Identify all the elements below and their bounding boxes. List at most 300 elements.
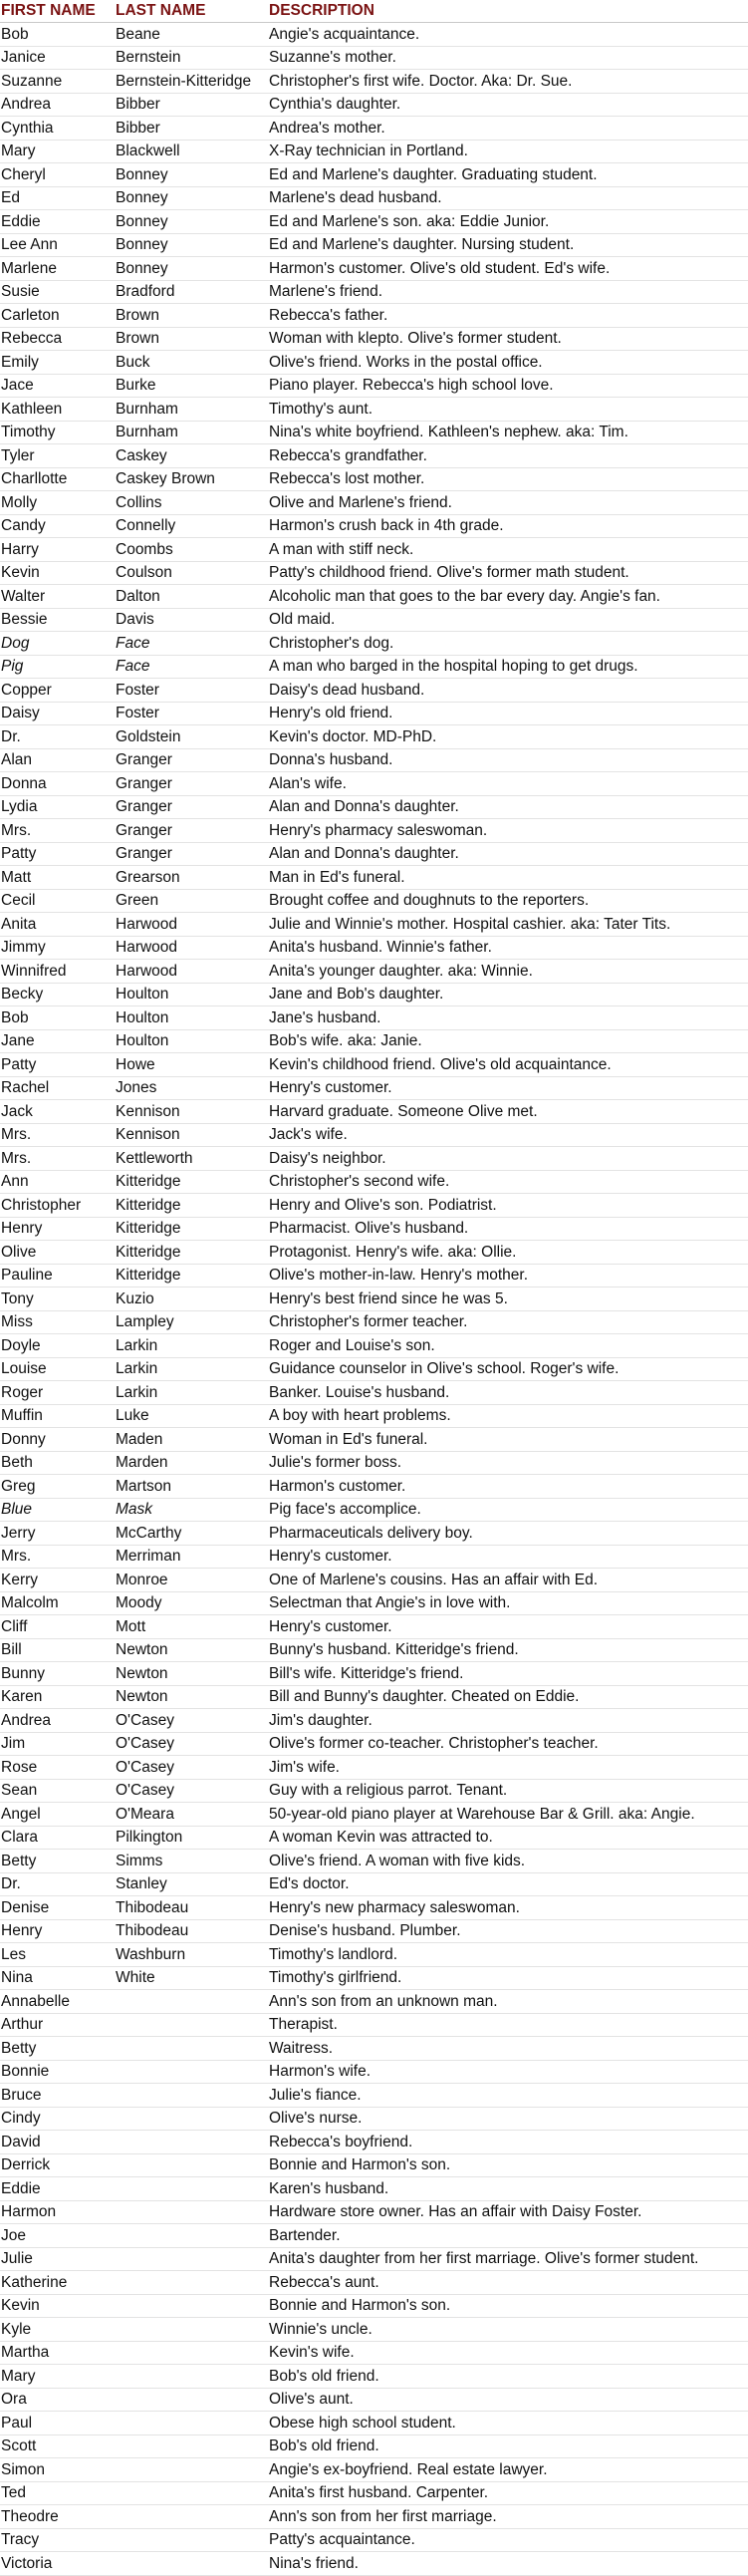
table-row [0, 913, 748, 937]
last-name-cell [115, 2037, 268, 2061]
first-name-cell: Jack [0, 1100, 115, 1124]
description-cell: Timothy's landlord. [268, 1943, 748, 1967]
first-name-cell: Ora [0, 2388, 115, 2412]
last-name-cell: Harwood [115, 936, 268, 960]
last-name-cell [115, 1990, 268, 2014]
last-name-cell [115, 2505, 268, 2529]
description-cell: Olive's nurse. [268, 2107, 748, 2131]
table-row [0, 936, 748, 960]
description-cell: Suzanne's mother. [268, 46, 748, 70]
last-name-cell [115, 2271, 268, 2295]
first-name-cell: Harry [0, 538, 115, 562]
description-cell: Bunny's husband. Kitteridge's friend. [268, 1638, 748, 1662]
description-cell: Jane and Bob's daughter. [268, 983, 748, 1006]
last-name-cell: Kettleworth [115, 1147, 268, 1171]
description-cell: Henry's old friend. [268, 702, 748, 725]
first-name-cell: Kerry [0, 1569, 115, 1592]
last-name-cell: Face [115, 655, 268, 679]
description-cell: Olive's former co-teacher. Christopher's teacher. [268, 1732, 748, 1756]
description-cell: Christopher's second wife. [268, 1170, 748, 1194]
last-name-cell: Kennison [115, 1100, 268, 1124]
table-row [0, 842, 748, 866]
last-name-cell: Bibber [115, 117, 268, 141]
table-row [0, 398, 748, 422]
table-row [0, 514, 748, 538]
table-row [0, 233, 748, 257]
description-cell: Woman in Ed's funeral. [268, 1428, 748, 1452]
last-name-cell: Bernstein-Kitteridge [115, 70, 268, 94]
first-name-cell: Cliff [0, 1615, 115, 1639]
last-name-cell: Moody [115, 1591, 268, 1615]
first-name-cell: Louise [0, 1357, 115, 1381]
first-name-cell: Tony [0, 1288, 115, 1311]
table-body [0, 23, 748, 2576]
description-cell: Ann's son from her first marriage. [268, 2505, 748, 2529]
first-name-cell: Alan [0, 748, 115, 772]
table-row [0, 1569, 748, 1592]
table-row [0, 163, 748, 187]
table-row [0, 1872, 748, 1896]
table-row [0, 1850, 748, 1873]
table-row [0, 585, 748, 609]
description-cell: One of Marlene's cousins. Has an affair with Ed. [268, 1569, 748, 1592]
last-name-cell: Granger [115, 842, 268, 866]
description-cell: Bill and Bunny's daughter. Cheated on Eddie. [268, 1685, 748, 1709]
table-row [0, 46, 748, 70]
first-name-cell: Patty [0, 1053, 115, 1077]
table-row [0, 1123, 748, 1147]
table-row [0, 1053, 748, 1077]
last-name-cell: Maden [115, 1428, 268, 1452]
description-cell: Hardware store owner. Has an affair with Daisy Foster. [268, 2200, 748, 2224]
last-name-cell [115, 2200, 268, 2224]
description-cell: Henry's pharmacy saleswoman. [268, 819, 748, 843]
table-row [0, 1006, 748, 1030]
first-name-cell: Jane [0, 1029, 115, 1053]
first-name-cell: Julie [0, 2247, 115, 2271]
table-row [0, 2294, 748, 2318]
table-row [0, 1615, 748, 1639]
first-name-cell: Kevin [0, 561, 115, 585]
description-cell: Christopher's dog. [268, 632, 748, 656]
last-name-cell: Bonney [115, 257, 268, 281]
last-name-cell [115, 2481, 268, 2505]
first-name-cell: Rachel [0, 1076, 115, 1100]
description-cell: Alcoholic man that goes to the bar every day. Angie's fan. [268, 585, 748, 609]
last-name-cell: O'Meara [115, 1803, 268, 1827]
description-cell: Brought coffee and doughnuts to the reporters. [268, 889, 748, 913]
last-name-cell: Martson [115, 1475, 268, 1499]
last-name-cell: Harwood [115, 913, 268, 937]
description-cell: Rebecca's boyfriend. [268, 2131, 748, 2154]
description-cell: Karen's husband. [268, 2177, 748, 2201]
first-name-cell: Clara [0, 1826, 115, 1850]
last-name-cell: Bibber [115, 93, 268, 117]
last-name-cell: Kennison [115, 1123, 268, 1147]
first-name-cell: Henry [0, 1217, 115, 1241]
description-cell: A woman Kevin was attracted to. [268, 1826, 748, 1850]
description-cell: Bonnie and Harmon's son. [268, 2294, 748, 2318]
first-name-cell: Mrs. [0, 1545, 115, 1569]
table-row [0, 491, 748, 515]
header-row [0, 0, 748, 23]
first-name-cell: Doyle [0, 1334, 115, 1358]
first-name-cell: Harmon [0, 2200, 115, 2224]
table-row [0, 93, 748, 117]
table-row [0, 444, 748, 468]
description-cell: Roger and Louise's son. [268, 1334, 748, 1358]
first-name-cell: Bob [0, 1006, 115, 1030]
table-row [0, 1756, 748, 1780]
table-row [0, 186, 748, 210]
description-cell: Henry's customer. [268, 1076, 748, 1100]
description-cell: Winnie's uncle. [268, 2318, 748, 2342]
first-name-cell: Cecil [0, 889, 115, 913]
table-row [0, 2224, 748, 2248]
table-row [0, 327, 748, 351]
first-name-cell: Tracy [0, 2528, 115, 2552]
table-row [0, 467, 748, 491]
last-name-cell: Bradford [115, 280, 268, 304]
description-cell: Woman with klepto. Olive's former student. [268, 327, 748, 351]
last-name-cell: Collins [115, 491, 268, 515]
table-row [0, 2153, 748, 2177]
table-row [0, 70, 748, 94]
first-name-cell: Molly [0, 491, 115, 515]
table-row [0, 117, 748, 141]
first-name-cell: Bessie [0, 608, 115, 632]
first-name-cell: Jerry [0, 1522, 115, 1546]
description-cell: Marlene's friend. [268, 280, 748, 304]
description-cell: Guidance counselor in Olive's school. Roger's wife. [268, 1357, 748, 1381]
first-name-cell: Christopher [0, 1194, 115, 1218]
first-name-cell: Victoria [0, 2552, 115, 2576]
table-row [0, 960, 748, 984]
description-cell: Jack's wife. [268, 1123, 748, 1147]
first-name-cell: Roger [0, 1381, 115, 1405]
first-name-cell: Matt [0, 866, 115, 890]
last-name-cell: Larkin [115, 1357, 268, 1381]
last-name-cell [115, 2341, 268, 2365]
table-row [0, 210, 748, 234]
first-name-cell: Scott [0, 2434, 115, 2458]
first-name-cell: Ann [0, 1170, 115, 1194]
table-row [0, 2341, 748, 2365]
description-cell: Ed's doctor. [268, 1872, 748, 1896]
last-name-cell: Marden [115, 1451, 268, 1475]
description-cell: Rebecca's aunt. [268, 2271, 748, 2295]
first-name-cell: Candy [0, 514, 115, 538]
description-cell: Alan and Donna's daughter. [268, 842, 748, 866]
description-cell: Anita's husband. Winnie's father. [268, 936, 748, 960]
first-name-cell: Kyle [0, 2318, 115, 2342]
first-name-cell: Cindy [0, 2107, 115, 2131]
table-row [0, 538, 748, 562]
table-row [0, 1638, 748, 1662]
description-cell: Old maid. [268, 608, 748, 632]
last-name-cell: O'Casey [115, 1732, 268, 1756]
last-name-cell: Luke [115, 1404, 268, 1428]
description-cell: Therapist. [268, 2013, 748, 2037]
description-cell: Ed and Marlene's son. aka: Eddie Junior. [268, 210, 748, 234]
last-name-header: LAST NAME [115, 0, 268, 23]
table-row [0, 1451, 748, 1475]
first-name-cell: Emily [0, 351, 115, 375]
last-name-cell [115, 2084, 268, 2108]
first-name-cell: Anita [0, 913, 115, 937]
last-name-cell: Harwood [115, 960, 268, 984]
first-name-cell: Cheryl [0, 163, 115, 187]
table-row [0, 819, 748, 843]
last-name-cell [115, 2107, 268, 2131]
last-name-cell [115, 2131, 268, 2154]
first-name-cell: Bruce [0, 2084, 115, 2108]
table-row [0, 608, 748, 632]
first-name-cell: Karen [0, 1685, 115, 1709]
last-name-cell: Newton [115, 1662, 268, 1686]
first-name-cell: Beth [0, 1451, 115, 1475]
table-row [0, 1803, 748, 1827]
table-row [0, 1522, 748, 1546]
first-name-cell: Mary [0, 140, 115, 163]
description-cell: Timothy's aunt. [268, 398, 748, 422]
description-cell: Christopher's first wife. Doctor. Aka: Dr. Sue. [268, 70, 748, 94]
last-name-cell: Mott [115, 1615, 268, 1639]
first-name-cell: Arthur [0, 2013, 115, 2037]
last-name-cell: Granger [115, 795, 268, 819]
description-cell: Nina's white boyfriend. Kathleen's nephew. aka: Tim. [268, 421, 748, 444]
first-name-cell: Nina [0, 1966, 115, 1990]
description-cell: Olive's mother-in-law. Henry's mother. [268, 1264, 748, 1288]
last-name-cell: Beane [115, 23, 268, 47]
description-cell: Jane's husband. [268, 1006, 748, 1030]
table-row [0, 2037, 748, 2061]
first-name-cell: Mrs. [0, 1147, 115, 1171]
description-cell: Selectman that Angie's in love with. [268, 1591, 748, 1615]
description-cell: Jim's wife. [268, 1756, 748, 1780]
description-cell: Kevin's childhood friend. Olive's old acquaintance. [268, 1053, 748, 1077]
table-row [0, 2271, 748, 2295]
last-name-cell: Grearson [115, 866, 268, 890]
table-row [0, 1357, 748, 1381]
description-cell: Daisy's dead husband. [268, 679, 748, 703]
last-name-cell [115, 2528, 268, 2552]
description-cell: Anita's daughter from her first marriage. Olive's former student. [268, 2247, 748, 2271]
table-row [0, 1545, 748, 1569]
last-name-cell [115, 2060, 268, 2084]
description-cell: Patty's acquaintance. [268, 2528, 748, 2552]
description-cell: Kevin's wife. [268, 2341, 748, 2365]
first-name-cell: Bunny [0, 1662, 115, 1686]
table-row [0, 1264, 748, 1288]
table-row [0, 1194, 748, 1218]
first-name-cell: Les [0, 1943, 115, 1967]
first-name-cell: Winnifred [0, 960, 115, 984]
last-name-cell [115, 2434, 268, 2458]
description-cell: Angie's acquaintance. [268, 23, 748, 47]
last-name-cell: Mask [115, 1498, 268, 1522]
description-cell: Olive's aunt. [268, 2388, 748, 2412]
table-row [0, 2434, 748, 2458]
first-name-cell: Bob [0, 23, 115, 47]
first-name-cell: Rose [0, 1756, 115, 1780]
table-row [0, 421, 748, 444]
description-cell: Bonnie and Harmon's son. [268, 2153, 748, 2177]
first-name-cell: Henry [0, 1919, 115, 1943]
first-name-cell: Betty [0, 1850, 115, 1873]
last-name-cell: Burnham [115, 398, 268, 422]
last-name-cell [115, 2153, 268, 2177]
first-name-cell: Bill [0, 1638, 115, 1662]
description-cell: A boy with heart problems. [268, 1404, 748, 1428]
first-name-cell: Walter [0, 585, 115, 609]
table-row [0, 2481, 748, 2505]
last-name-cell: Burnham [115, 421, 268, 444]
table-row [0, 772, 748, 796]
first-name-cell: Pig [0, 655, 115, 679]
first-name-cell: Miss [0, 1310, 115, 1334]
table-row [0, 1732, 748, 1756]
last-name-cell: Monroe [115, 1569, 268, 1592]
description-cell: Marlene's dead husband. [268, 186, 748, 210]
last-name-cell: Connelly [115, 514, 268, 538]
last-name-cell: Bernstein [115, 46, 268, 70]
table-row [0, 1029, 748, 1053]
table-row [0, 374, 748, 398]
description-cell: Donna's husband. [268, 748, 748, 772]
last-name-cell: Merriman [115, 1545, 268, 1569]
table-row [0, 2552, 748, 2576]
last-name-cell: Caskey Brown [115, 467, 268, 491]
first-name-cell: Tyler [0, 444, 115, 468]
description-cell: Jim's daughter. [268, 1709, 748, 1733]
first-name-cell: Derrick [0, 2153, 115, 2177]
description-cell: Julie and Winnie's mother. Hospital cashier. aka: Tater Tits. [268, 913, 748, 937]
first-name-cell: Dr. [0, 725, 115, 749]
description-cell: Kevin's doctor. MD-PhD. [268, 725, 748, 749]
description-cell: Harmon's crush back in 4th grade. [268, 514, 748, 538]
first-name-cell: Denise [0, 1896, 115, 1920]
last-name-cell: Caskey [115, 444, 268, 468]
last-name-cell: Kuzio [115, 1288, 268, 1311]
first-name-cell: Ed [0, 186, 115, 210]
description-cell: Ed and Marlene's daughter. Graduating student. [268, 163, 748, 187]
first-name-cell: Lee Ann [0, 233, 115, 257]
first-name-cell: Annabelle [0, 1990, 115, 2014]
last-name-cell: Larkin [115, 1381, 268, 1405]
table-row [0, 2318, 748, 2342]
last-name-cell: Bonney [115, 210, 268, 234]
table-row [0, 655, 748, 679]
first-name-cell: Becky [0, 983, 115, 1006]
table-row [0, 2412, 748, 2435]
table-row [0, 1943, 748, 1967]
first-name-cell: Martha [0, 2341, 115, 2365]
last-name-cell [115, 2177, 268, 2201]
table-row [0, 2200, 748, 2224]
first-name-cell: Charllotte [0, 467, 115, 491]
first-name-cell: Suzanne [0, 70, 115, 94]
last-name-cell: Brown [115, 327, 268, 351]
last-name-cell: Granger [115, 748, 268, 772]
first-name-cell: Simon [0, 2458, 115, 2482]
table-row [0, 1826, 748, 1850]
table-row [0, 1709, 748, 1733]
last-name-cell [115, 2388, 268, 2412]
first-name-header: FIRST NAME [0, 0, 115, 23]
table-row [0, 2013, 748, 2037]
last-name-cell: McCarthy [115, 1522, 268, 1546]
description-cell: Harvard graduate. Someone Olive met. [268, 1100, 748, 1124]
table-row [0, 304, 748, 328]
last-name-cell: Washburn [115, 1943, 268, 1967]
last-name-cell: Simms [115, 1850, 268, 1873]
first-name-cell: Ted [0, 2481, 115, 2505]
table-row [0, 2177, 748, 2201]
last-name-cell [115, 2224, 268, 2248]
table-row [0, 1404, 748, 1428]
table-row [0, 1147, 748, 1171]
first-name-cell: Copper [0, 679, 115, 703]
last-name-cell: Coulson [115, 561, 268, 585]
table-row [0, 725, 748, 749]
description-cell: Rebecca's lost mother. [268, 467, 748, 491]
last-name-cell: Kitteridge [115, 1217, 268, 1241]
description-cell: X-Ray technician in Portland. [268, 140, 748, 163]
first-name-cell: Eddie [0, 2177, 115, 2201]
first-name-cell: Cynthia [0, 117, 115, 141]
last-name-cell: Face [115, 632, 268, 656]
last-name-cell: Foster [115, 702, 268, 725]
description-cell: Pig face's accomplice. [268, 1498, 748, 1522]
table-row [0, 1966, 748, 1990]
first-name-cell: Jimmy [0, 936, 115, 960]
description-cell: Christopher's former teacher. [268, 1310, 748, 1334]
first-name-cell: Kathleen [0, 398, 115, 422]
last-name-cell: Bonney [115, 233, 268, 257]
last-name-cell: Granger [115, 772, 268, 796]
description-cell: Pharmaceuticals delivery boy. [268, 1522, 748, 1546]
table-row [0, 1217, 748, 1241]
table-row [0, 1076, 748, 1100]
table-row [0, 1919, 748, 1943]
table-row [0, 351, 748, 375]
first-name-cell: David [0, 2131, 115, 2154]
table-row [0, 679, 748, 703]
table-row [0, 2131, 748, 2154]
last-name-cell: White [115, 1966, 268, 1990]
table-row [0, 1685, 748, 1709]
last-name-cell: Blackwell [115, 140, 268, 163]
last-name-cell: Thibodeau [115, 1896, 268, 1920]
first-name-cell: Susie [0, 280, 115, 304]
table-row [0, 2060, 748, 2084]
first-name-cell: Donna [0, 772, 115, 796]
first-name-cell: Kevin [0, 2294, 115, 2318]
last-name-cell: Foster [115, 679, 268, 703]
table-row [0, 1779, 748, 1803]
table-row [0, 2107, 748, 2131]
table-row [0, 257, 748, 281]
description-cell: Julie's former boss. [268, 1451, 748, 1475]
description-cell: Guy with a religious parrot. Tenant. [268, 1779, 748, 1803]
first-name-cell: Mrs. [0, 819, 115, 843]
description-cell: Banker. Louise's husband. [268, 1381, 748, 1405]
description-cell: Henry's new pharmacy saleswoman. [268, 1896, 748, 1920]
last-name-cell: Houlton [115, 1006, 268, 1030]
description-cell: Henry's customer. [268, 1545, 748, 1569]
table-row [0, 1591, 748, 1615]
